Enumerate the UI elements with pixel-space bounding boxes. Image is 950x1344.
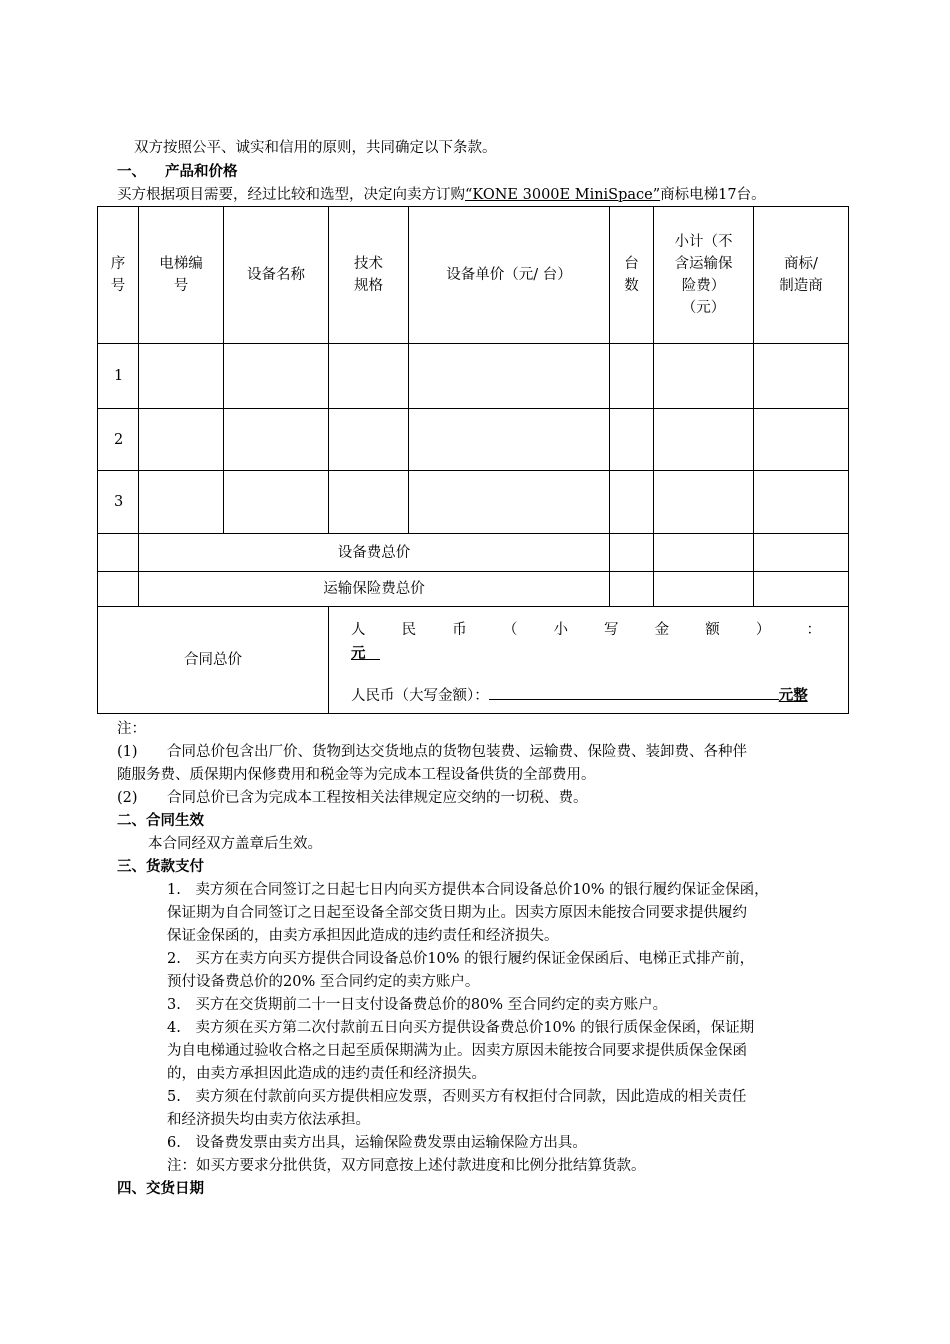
payment-line: 保证金保函的，由卖方承担因此造成的违约责任和经济损失。 (167, 928, 559, 944)
table-row (98, 344, 849, 409)
payment-line: 为自电梯通过验收合格之日起至质保期满为止。因卖方原因未能按合同要求提供质保金保函 (167, 1043, 747, 1059)
payment-line: 2. 买方在卖方向买方提供合同设备总价10% 的银行履约保证金保函后、电梯正式排产前， (167, 951, 755, 967)
order-suffix: 商标电梯17台。 (660, 187, 766, 203)
note-1-line-1: 合同总价包含出厂价、货物到达交货地点的货物包装费、运输费、保险费、装卸费、各种伴 (167, 744, 747, 760)
transport-total-row (98, 572, 849, 607)
header-spec: 技术 规格 (329, 207, 409, 344)
header-seq: 序 号 (98, 207, 139, 344)
contract-total-label: 合同总价 (98, 607, 329, 714)
rmb-big-unit: 元整 (778, 688, 808, 704)
payment-line: 保证期为自合同签订之日起至设备全部交货日期为止。因卖方原因未能按合同要求提供履约 (167, 905, 747, 921)
header-brand: 商标/ 制造商 (754, 207, 849, 344)
table-row (98, 471, 849, 534)
equipment-total-label: 设备费总价 (139, 534, 610, 572)
section-1-number: 一、 (117, 164, 146, 180)
section-2-text: 本合同经双方盖章后生效。 (148, 836, 322, 852)
payment-line: 注：如买方要求分批供货，双方同意按上述付款进度和比例分批结算货款。 (167, 1158, 646, 1174)
note-1-number: (1) (117, 744, 138, 760)
note-1-line-2: 随服务费、质保期内保修费用和税金等为完成本工程设备供货的全部费用。 (117, 767, 596, 783)
payment-line: 5. 卖方须在付款前向买方提供相应发票，否则买方有权拒付合同款，因此造成的相关责任 (167, 1089, 747, 1105)
note-2-text: 合同总价已含为完成本工程按相关法律规定应交纳的一切税、费。 (167, 790, 588, 806)
payment-line: 6. 设备费发票由卖方出具，运输保险费发票由运输保险方出具。 (167, 1135, 587, 1151)
header-device-name: 设备名称 (224, 207, 329, 344)
payment-line: 预付设备费总价的20% 至合同约定的卖方账户。 (167, 974, 480, 990)
rmb-small-value[interactable]: 元 (351, 646, 366, 662)
note-2-number: (2) (117, 790, 138, 806)
row-number: 3 (98, 471, 139, 534)
header-subtotal: 小计（不 含运输保 险费） （元） (654, 207, 754, 344)
header-qty: 台 数 (610, 207, 654, 344)
contract-total-amounts (329, 607, 849, 714)
payment-line: 4. 卖方须在买方第二次付款前五日向买方提供设备费总价10% 的银行质保金保函，保证期 (167, 1020, 755, 1036)
equipment-total-row (98, 534, 849, 572)
header-unit-price: 设备单价（元/ 台） (409, 207, 610, 344)
section-2-title: 二、合同生效 (117, 813, 204, 829)
rmb-big-row (351, 683, 828, 707)
transport-total-label: 运输保险费总价 (139, 572, 610, 607)
header-elevator-no: 电梯编 号 (139, 207, 224, 344)
section-4-title: 四、交货日期 (117, 1181, 204, 1197)
order-prefix: 买方根据项目需要，经过比较和选型，决定向卖方订购 (117, 187, 465, 203)
contract-total-row (98, 607, 849, 714)
row-number: 2 (98, 409, 139, 471)
payment-line: 3. 买方在交货期前二十一日支付设备费总价的80% 至合同约定的卖方账户。 (167, 997, 668, 1013)
payment-line: 的，由卖方承担因此造成的违约责任和经济损失。 (167, 1066, 486, 1082)
rmb-small-label: 人 民 币 （ 小 写 金 额 ） ： (351, 622, 821, 638)
rmb-big-label: 人民币（大写金额）： (351, 688, 489, 704)
payment-line: 和经济损失均由卖方依法承担。 (167, 1112, 370, 1128)
intro-text: 双方按照公平、诚实和信用的原则，共同确定以下条款。 (134, 140, 497, 156)
order-brand: “KONE 3000E MiniSpace” (465, 187, 661, 203)
table-header-row (98, 207, 849, 344)
row-number: 1 (98, 344, 139, 409)
payment-line: 1. 卖方须在合同签订之日起七日内向买方提供本合同设备总价10% 的银行履约保证金保函， (167, 882, 769, 898)
rmb-big-input[interactable] (489, 683, 779, 700)
product-price-table (97, 206, 849, 714)
section-1-title: 产品和价格 (165, 164, 238, 180)
notes-label: 注： (117, 721, 146, 737)
section-3-title: 三、货款支付 (117, 859, 204, 875)
order-statement (117, 185, 766, 205)
table-row (98, 409, 849, 471)
